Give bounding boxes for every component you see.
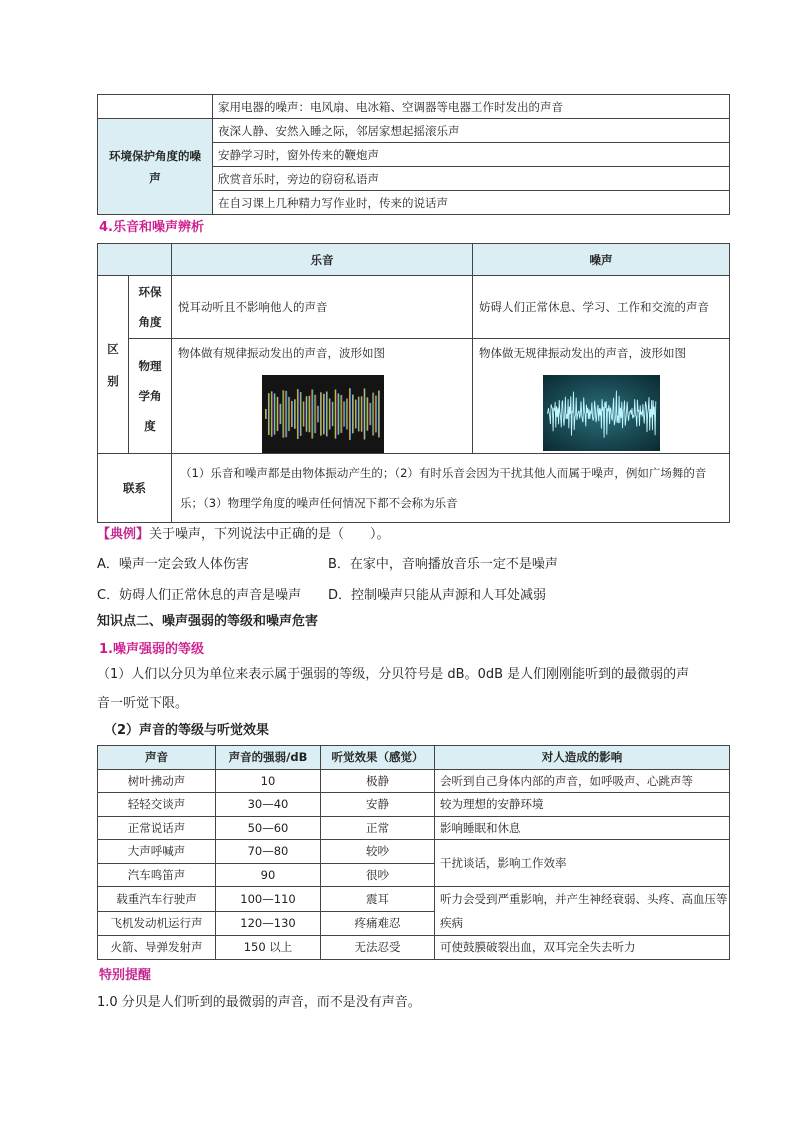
option-a: A．噪声一定会致人体伤害 (97, 557, 249, 572)
relation-label: 联系 (98, 454, 172, 523)
waveform-bar (277, 397, 279, 431)
waveform-bar (306, 396, 308, 431)
table-cell: 树叶拂动声 (98, 769, 216, 793)
music-waveform-image (262, 375, 384, 453)
waveform-bar (303, 402, 305, 427)
table-cell: 安静 (321, 793, 435, 817)
music-noise-compare-table (97, 243, 730, 523)
waveform-bar (300, 392, 302, 436)
table-row: 安静学习时，窗外传来的鞭炮声 (213, 143, 730, 167)
table-row: 夜深人静、安然入睡之际，邻居家想起摇滚乐声 (213, 119, 730, 143)
table-cell: 大声呼喊声 (98, 840, 216, 864)
waveform-bar (346, 399, 348, 430)
table-cell: 10 (216, 769, 321, 793)
waveform-bar (355, 400, 357, 429)
waveform-bar (369, 403, 371, 425)
reminder-title: 特别提醒 (99, 968, 152, 983)
effect-cell: 影响睡眠和休息 (435, 816, 730, 840)
category-cell: 环境保护角度的噪声 (98, 119, 213, 215)
effect-cell: 可使鼓膜破裂出血，双耳完全失去听力 (435, 936, 730, 960)
option-d: D．控制噪声只能从声源和人耳处减弱 (328, 588, 547, 603)
options-row-2 (97, 584, 546, 603)
knowledge-point-title: 知识点二、噪声强弱的等级和噪声危害 (97, 614, 319, 629)
waveform-bar (274, 393, 276, 434)
waveform-bar (311, 390, 313, 439)
waveform-bar (271, 391, 273, 436)
waveform-bar (282, 390, 284, 437)
table-row: 在自习课上几种精力写作业时，传来的说话声 (213, 191, 730, 215)
waveform-bar (358, 397, 360, 432)
waveform-bar (309, 396, 311, 433)
waveform-bar (378, 391, 380, 438)
options-row-1 (97, 553, 558, 572)
waveform-bar (326, 392, 328, 437)
table-cell: 30—40 (216, 793, 321, 817)
header-music: 乐音 (172, 244, 473, 276)
table-cell: 火箭、导弹发射声 (98, 936, 216, 960)
table-cell: 轻轻交谈声 (98, 793, 216, 817)
category-cell-blank (98, 95, 213, 119)
waveform-bar (294, 399, 296, 429)
table-row: 家用电器的噪声：电风扇、电冰箱、空调器等电器工作时发出的声音 (213, 95, 730, 119)
waveform-bar (375, 396, 377, 433)
waveform-bar (338, 393, 340, 434)
relation-text: （1）乐音和噪声都是由物体振动产生的；（2）有时乐音会因为干扰其他人而属于噪声，例如广场舞的音乐；（3）物理学角度的噪声任何情况下都不会称为乐音 (172, 454, 730, 523)
example-tag: 【典例】 (97, 527, 150, 542)
effect-cell: 较为理想的安静环境 (435, 793, 730, 817)
option-c: C．妨碍人们正常休息的声音是噪声 (97, 588, 302, 603)
table-cell: 汽车鸣笛声 (98, 863, 216, 887)
waveform-bar (285, 391, 287, 437)
subsection-title: 1.噪声强弱的等级 (99, 642, 204, 657)
example-question (97, 523, 390, 542)
phys-music-cell (172, 339, 473, 454)
table-cell: 100—110 (216, 887, 321, 912)
waveform-bar (332, 402, 334, 426)
waveform-bar (314, 395, 316, 433)
waveform-bar (352, 395, 354, 434)
effect-cell: 干扰谈话，影响工作效率 (435, 840, 730, 887)
waveform-bar (320, 392, 322, 435)
env-angle-label: 环保角度 (129, 276, 172, 339)
option-b: B．在家中，音响播放音乐一定不是噪声 (328, 557, 558, 572)
waveform-bar (297, 389, 299, 439)
phys-noise-cell (473, 339, 730, 454)
waveform-bar (364, 389, 366, 440)
table-cell: 120—130 (216, 911, 321, 936)
table-cell: 极静 (321, 769, 435, 793)
header-noise: 噪声 (473, 244, 730, 276)
column-header: 对人造成的影响 (435, 746, 730, 770)
table-cell: 70—80 (216, 840, 321, 864)
column-header: 声音 (98, 746, 216, 770)
table-cell: 很吵 (321, 863, 435, 887)
table-cell: 疼痛难忍 (321, 911, 435, 936)
paragraph-line: 音一听觉下限。 (97, 696, 189, 711)
waveform-bar (291, 401, 293, 427)
waveform-bar (335, 390, 337, 439)
environment-noise-table (97, 94, 730, 215)
waveform-bar (361, 396, 363, 431)
header-blank (98, 244, 172, 276)
table-cell: 无法忍受 (321, 936, 435, 960)
waveform-bar (372, 393, 374, 436)
column-header: 声音的强弱/dB (216, 746, 321, 770)
waveform-bar (288, 397, 290, 431)
waveform-bar (329, 399, 331, 430)
example-question-text: 关于噪声，下列说法中正确的是（ ）。 (149, 527, 390, 542)
reminder-text: 1.0 分贝是人们听到的最微弱的声音，而不是没有声音。 (97, 995, 421, 1010)
phys-music-text: 物体做有规律振动发出的声音，波形如图 (178, 346, 385, 360)
sound-level-table (97, 745, 730, 960)
table-cell: 150 以上 (216, 936, 321, 960)
table-cell: 载重汽车行驶声 (98, 887, 216, 912)
waveform-bar (343, 402, 345, 427)
waveform-bar (317, 406, 319, 423)
table-cell: 正常 (321, 816, 435, 840)
effect-cell: 听力会受到严重影响，并产生神经衰弱、头疼、高血压等疾病 (435, 887, 730, 936)
phys-noise-text: 物体做无规律振动发出的声音，波形如图 (479, 346, 686, 360)
waveform-bar (367, 397, 369, 430)
waveform-bar (323, 394, 325, 435)
waveform-bar (340, 395, 342, 433)
env-music-cell: 悦耳动听且不影响他人的声音 (172, 276, 473, 339)
table-cell: 正常说话声 (98, 816, 216, 840)
waveform-bar (280, 404, 282, 424)
paragraph-line: （1）人们以分贝为单位来表示属于强弱的等级，分贝符号是 dB。0dB 是人们刚刚能听到的最微弱的声 (97, 667, 690, 682)
waveform-bar (349, 388, 351, 440)
subsection-title: （2）声音的等级与听觉效果 (104, 723, 270, 738)
section-title: 4.乐音和噪声辨析 (99, 220, 204, 235)
column-header: 听觉效果（感觉） (321, 746, 435, 770)
table-cell: 50—60 (216, 816, 321, 840)
table-cell: 飞机发动机运行声 (98, 911, 216, 936)
group-label: 区别 (98, 276, 129, 454)
effect-cell: 会听到自己身体内部的声音，如呼吸声、心跳声等 (435, 769, 730, 793)
table-cell: 较吵 (321, 840, 435, 864)
noise-waveform-image (543, 375, 660, 451)
table-row: 欣赏音乐时，旁边的窃窃私语声 (213, 167, 730, 191)
env-noise-cell: 妨碍人们正常休息、学习、工作和交流的声音 (473, 276, 730, 339)
phys-angle-label: 物理学角度 (129, 339, 172, 454)
table-cell: 90 (216, 863, 321, 887)
waveform-bar (268, 393, 270, 435)
waveform-bar (265, 409, 267, 419)
table-cell: 震耳 (321, 887, 435, 912)
